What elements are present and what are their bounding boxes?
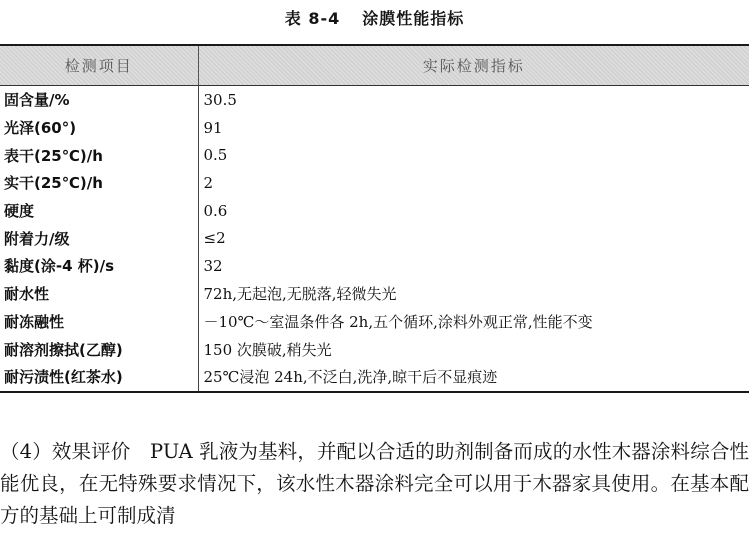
- table-number: 表 8-4: [284, 9, 341, 28]
- row-item: 实干(25℃)/h: [0, 169, 198, 197]
- row-item: 黏度(涂-4 杯)/s: [0, 252, 198, 280]
- row-item: 耐冻融性: [0, 308, 198, 336]
- table-row: [0, 86, 749, 114]
- table-row: [0, 114, 749, 142]
- row-value: 150 次膜破,稍失光: [203, 340, 332, 359]
- body-paragraph: （4）效果评价 PUA 乳液为基料，并配以合适的助剂制备而成的水性木器涂料综合性能优良，在无特殊要求情况下，该水性木器涂料完全可以用于木器家具使用。在基本配方的基础上可制成清: [0, 440, 749, 527]
- row-item: 耐溶剂擦拭(乙醇): [0, 335, 198, 363]
- row-value: 0.5: [203, 146, 228, 165]
- row-value: 2: [203, 173, 214, 192]
- row-item: 表干(25℃)/h: [0, 141, 198, 169]
- row-value: ≤2: [203, 229, 226, 248]
- row-value: 72h,无起泡,无脱落,轻微失光: [203, 285, 397, 304]
- row-item: 耐污渍性(红茶水): [0, 363, 198, 392]
- table-row: [0, 335, 749, 363]
- row-value: 32: [203, 256, 223, 275]
- row-value: 25℃浸泡 24h,不泛白,洗净,晾干后不显痕迹: [198, 363, 749, 392]
- table-caption: [0, 6, 749, 29]
- row-value: －10℃～室温条件各 2h,五个循环,涂料外观正常,性能不变: [203, 312, 593, 331]
- row-item: 耐水性: [0, 280, 198, 308]
- table-row: [0, 141, 749, 169]
- row-item: 附着力/级: [0, 224, 198, 252]
- table-row: [0, 280, 749, 308]
- row-item: 光泽(60°): [0, 114, 198, 142]
- row-item: 固含量/%: [0, 86, 198, 114]
- row-value: 30.5: [203, 90, 237, 109]
- row-item: 硬度: [0, 197, 198, 225]
- table-row: [0, 308, 749, 336]
- row-value: 91: [203, 118, 223, 137]
- table-title: 涂膜性能指标: [362, 9, 465, 28]
- column-header-item: 检测项目: [0, 45, 198, 86]
- table-row: [0, 197, 749, 225]
- table-row: [0, 169, 749, 197]
- column-header-value: 实际检测指标: [198, 45, 749, 86]
- row-value: 0.6: [203, 201, 228, 220]
- coating-properties-table: [0, 44, 749, 393]
- table-row: [0, 252, 749, 280]
- table-header-row: [0, 45, 749, 86]
- table-row: [0, 224, 749, 252]
- table-row: [0, 363, 749, 392]
